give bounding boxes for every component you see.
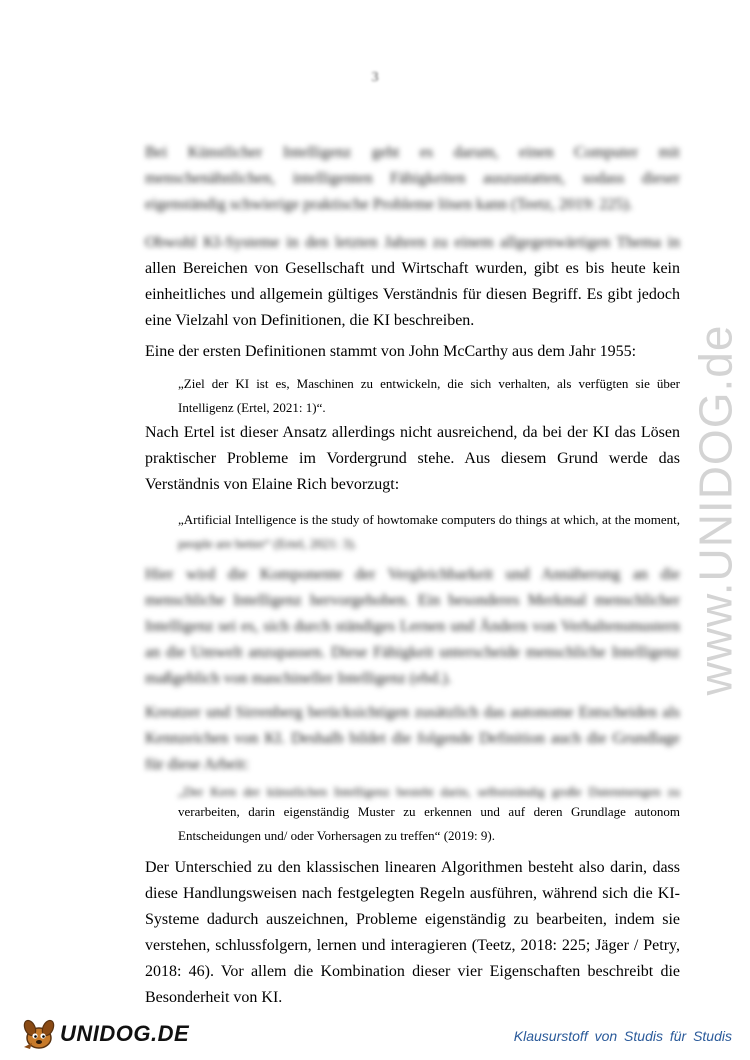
unidog-logo[interactable] [18,1016,189,1052]
page-number: 3 [371,70,379,85]
paragraph-1: Bei Künstlicher Intelligenz geht es darum, einen Computer mit menschenähnlichen, intelligenten Fähigkeiten auszustatten, sodass dieser eigenständig schwierige praktische Probleme lösen kann (Teetz, 2019: 225). [145,144,680,213]
paragraph-2: allen Bereichen von Gesellschaft und Wirtschaft wurden, gibt es bis heute kein einheitliches und allgemein gültiges Verständnis für diesen Begriff. Es gibt jedoch eine Vielzahl von Definitionen, die KI beschreiben. [145,260,680,329]
paragraph-5: Hier wird die Komponente der Vergleichbarkeit und Annäherung an die menschliche Intelligenz hervorgehoben. Ein besonderes Merkmal menschlicher Intelligenz sei es, sich durch ständiges Lernen und Ändern von Verhaltensmustern an die Umwelt anzupassen. Diese Fähigkeit unterscheide menschliche Intelligenz maßgeblich von maschineller Intelligenz (ebd.). [145,566,680,687]
quote-rich-blurred-part: people are better“ (Ertel, 2021: 3). [178,536,357,551]
paragraph-7: Der Unterschied zu den klassischen linearen Algorithmen besteht also darin, dass diese Handlungsweisen nach festgelegten Regeln ausführen, während sich die KI-Systeme dadurch auszeichnen, Probleme eigenständig zu bearbeiten, indem sie verstehen, schlussfolgern, lernen und interagieren (Teetz, 2018: 225; Jäger / Petry, 2018: 46). Vor allem die Kombination dieser vier Eigenschaften beschreibt die Besonderheit von KI. [145,859,680,1006]
footer-slogan: Klausurstoff von Studis für Studis [513,1028,732,1044]
logo-text: UNIDOG.DE [60,1021,190,1046]
quote-kreutzer-blurred-part: „Der Kern der künstlichen Intelligenz besteht darin, selbstständig große Datenmengen zu [178,784,680,799]
watermark-text: www.UNIDOG.de [689,324,742,696]
dog-mascot-icon [18,1016,58,1052]
quote-mccarthy: „Ziel der KI ist es, Maschinen zu entwickeln, die sich verhalten, als verfügten sie über Intelligenz (Ertel, 2021: 1)“. [178,376,680,415]
paragraph-3: Eine der ersten Definitionen stammt von John McCarthy aus dem Jahr 1955: [145,343,637,360]
watermark [690,285,740,735]
paragraph-2-blurred-part: Obwohl KI-Systeme in den letzten Jahren zu einem allgegenwärtigen Thema in [145,234,680,251]
quote-kreutzer: verarbeiten, darin eigenständig Muster zu erkennen und auf deren Grundlage autonom Entscheidungen und/ oder Vorhersagen zu treffen“ (2019: 9). [178,804,680,843]
paragraph-6: Kreutzer und Sirrenberg berücksichtigen zusätzlich das autonome Entscheiden als Kennzeichen von KI. Deshalb bildet die folgende Definition auch die Grundlage für diese Arbeit: [145,704,680,773]
quote-rich: „Artificial Intelligence is the study of howtomake computers do things at which, at the moment, [178,512,680,527]
paragraph-4: Nach Ertel ist dieser Ansatz allerdings nicht ausreichend, da bei der KI das Lösen praktischer Probleme im Vordergrund stehe. Aus diesem Grund werde das Verständnis von Elaine Rich bevorzugt: [145,424,680,493]
